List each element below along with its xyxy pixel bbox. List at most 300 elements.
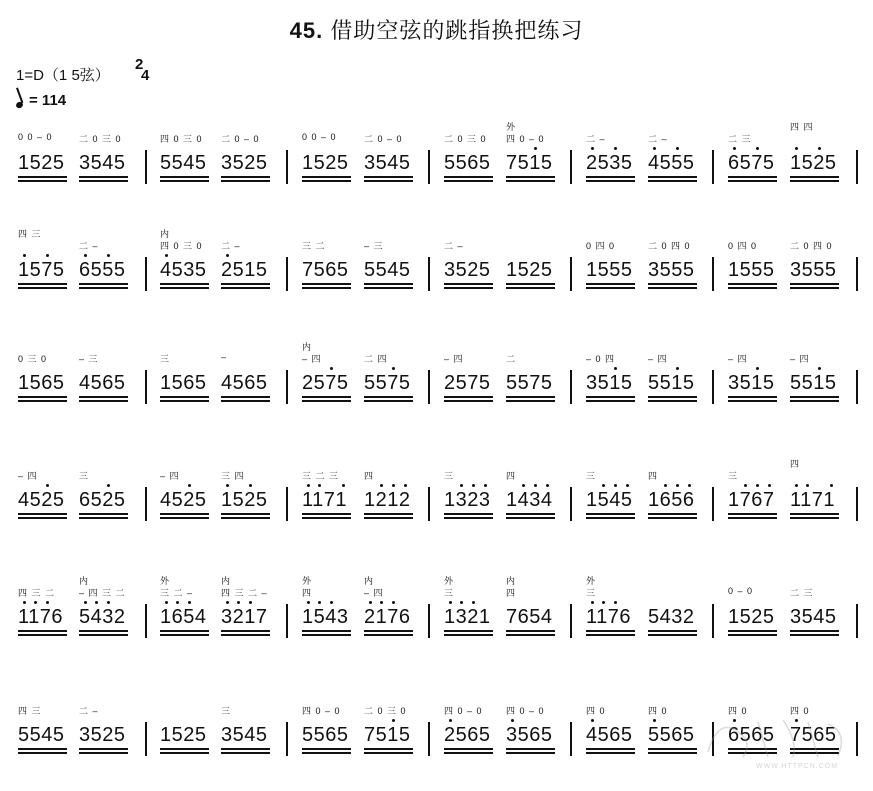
position-mark: 外 — [586, 576, 597, 586]
note-digits: 1525 — [160, 724, 207, 746]
sixteenth-underline — [790, 634, 839, 636]
note-group — [790, 572, 846, 652]
key-signature: 1=D（1 5弦） — [16, 67, 110, 84]
sixteenth-underline — [790, 180, 839, 182]
quarter-note-icon — [15, 101, 24, 109]
high-octave-dot — [392, 484, 395, 487]
sixteenth-underline — [506, 287, 555, 289]
eighth-underline — [790, 283, 839, 285]
fingering-mark: 二 0 三 0 — [444, 134, 487, 144]
eighth-underline — [586, 176, 635, 178]
note-digits: 5565 — [648, 724, 695, 746]
sixteenth-underline — [302, 180, 351, 182]
fingering-mark: 四 0 — [790, 706, 810, 716]
note-digits: 5432 — [79, 606, 126, 628]
high-octave-dot — [614, 147, 617, 150]
sixteenth-underline — [79, 180, 128, 182]
note-digits: 1525 — [18, 152, 65, 174]
note-group — [79, 690, 135, 770]
eighth-underline — [790, 630, 839, 632]
note-digits: 1525 — [506, 259, 553, 281]
eighth-underline — [364, 630, 413, 632]
eighth-underline — [221, 283, 270, 285]
barline — [286, 604, 288, 638]
eighth-underline — [18, 283, 67, 285]
fingering-mark: 二 0 – 0 — [221, 134, 260, 144]
high-octave-dot — [676, 484, 679, 487]
note-digits: 5515 — [790, 372, 837, 394]
high-octave-dot — [369, 601, 372, 604]
fingering-mark: – 四 — [790, 354, 810, 364]
high-octave-dot — [460, 601, 463, 604]
high-octave-dot — [653, 719, 656, 722]
position-mark: 内 — [302, 342, 313, 352]
high-octave-dot — [380, 601, 383, 604]
high-octave-dot — [392, 601, 395, 604]
barline — [428, 487, 430, 521]
eighth-underline — [728, 630, 777, 632]
note-digits: 1545 — [586, 489, 633, 511]
high-octave-dot — [676, 147, 679, 150]
high-octave-dot — [249, 484, 252, 487]
barline — [712, 150, 714, 184]
barline — [570, 604, 572, 638]
fingering-mark: 三 二 — [302, 241, 326, 251]
high-octave-dot — [226, 254, 229, 257]
fingering-mark: 四 0 三 0 — [160, 241, 203, 251]
high-octave-dot — [534, 484, 537, 487]
barline — [145, 150, 147, 184]
position-mark: 内 — [221, 576, 232, 586]
position-mark: 外 — [444, 576, 455, 586]
sixteenth-underline — [506, 517, 555, 519]
sixteenth-underline — [18, 180, 67, 182]
fingering-mark: 二 – — [79, 706, 99, 716]
note-digits: 3525 — [79, 724, 126, 746]
fingering-mark: – 三 — [364, 241, 384, 251]
sixteenth-underline — [648, 752, 697, 754]
note-group — [648, 338, 704, 418]
note-digits: 4525 — [160, 489, 207, 511]
position-mark: 内 — [79, 576, 90, 586]
high-octave-dot — [342, 484, 345, 487]
note-group — [790, 338, 846, 418]
high-octave-dot — [818, 367, 821, 370]
eighth-underline — [728, 396, 777, 398]
note-digits: 1212 — [364, 489, 411, 511]
note-group — [302, 338, 358, 418]
sixteenth-underline — [444, 180, 493, 182]
high-octave-dot — [756, 484, 759, 487]
high-octave-dot — [249, 601, 252, 604]
high-octave-dot — [107, 484, 110, 487]
note-group — [79, 455, 135, 535]
high-octave-dot — [546, 484, 549, 487]
sixteenth-underline — [221, 752, 270, 754]
eighth-underline — [79, 513, 128, 515]
sixteenth-underline — [79, 400, 128, 402]
barline — [712, 604, 714, 638]
note-digits: 7565 — [790, 724, 837, 746]
note-digits: 1525 — [221, 489, 268, 511]
eighth-underline — [18, 513, 67, 515]
high-octave-dot — [188, 484, 191, 487]
fingering-mark: 三 — [586, 471, 597, 481]
page-title — [0, 14, 873, 45]
eighth-underline — [221, 630, 270, 632]
note-group — [506, 455, 562, 535]
high-octave-dot — [511, 719, 514, 722]
eighth-underline — [506, 630, 555, 632]
note-digits: 2575 — [444, 372, 491, 394]
eighth-underline — [506, 748, 555, 750]
high-octave-dot — [806, 484, 809, 487]
note-group — [586, 455, 642, 535]
eighth-underline — [444, 283, 493, 285]
note-group — [221, 338, 277, 418]
high-octave-dot — [522, 484, 525, 487]
note-digits: 4525 — [18, 489, 65, 511]
note-group — [18, 225, 74, 305]
high-octave-dot — [318, 484, 321, 487]
sixteenth-underline — [364, 287, 413, 289]
high-octave-dot — [188, 601, 191, 604]
note-digits: 5565 — [444, 152, 491, 174]
note-digits: 4555 — [648, 152, 695, 174]
note-digits: 3515 — [586, 372, 633, 394]
note-group — [506, 338, 562, 418]
fingering-mark: 0 四 0 — [586, 241, 616, 251]
position-mark: 外 — [302, 576, 313, 586]
eighth-underline — [444, 748, 493, 750]
fingering-mark: 三 — [586, 588, 597, 598]
note-digits: 3565 — [506, 724, 553, 746]
fingering-mark: – 四 — [160, 471, 180, 481]
time-signature-top: 2 — [135, 56, 144, 73]
eighth-underline — [728, 513, 777, 515]
eighth-underline — [506, 176, 555, 178]
note-group — [160, 338, 216, 418]
note-group — [221, 572, 277, 652]
sixteenth-underline — [728, 517, 777, 519]
sixteenth-underline — [160, 517, 209, 519]
fingering-mark: 四 0 – 0 — [444, 706, 483, 716]
barline — [286, 370, 288, 404]
barline — [856, 604, 858, 638]
eighth-underline — [79, 176, 128, 178]
sixteenth-underline — [586, 180, 635, 182]
note-digits: 6575 — [728, 152, 775, 174]
note-digits: 1555 — [728, 259, 775, 281]
note-group — [790, 225, 846, 305]
note-digits: 1323 — [444, 489, 491, 511]
barline — [856, 487, 858, 521]
note-group — [790, 455, 846, 535]
fingering-mark: 三 — [444, 471, 455, 481]
sixteenth-underline — [506, 752, 555, 754]
note-digits: 1171 — [302, 489, 348, 511]
note-digits: 4565 — [221, 372, 268, 394]
barline — [856, 370, 858, 404]
note-group — [160, 572, 216, 652]
note-group — [728, 455, 784, 535]
barline — [712, 487, 714, 521]
note-digits: 5575 — [506, 372, 553, 394]
exercise-title: 借助空弦的跳指换把练习 — [330, 18, 584, 43]
high-octave-dot — [307, 484, 310, 487]
note-digits: 1176 — [586, 606, 632, 628]
note-digits: 1525 — [302, 152, 349, 174]
note-group — [302, 572, 358, 652]
eighth-underline — [302, 396, 351, 398]
note-digits: 1654 — [160, 606, 207, 628]
note-digits: 2565 — [444, 724, 491, 746]
note-digits: 5575 — [364, 372, 411, 394]
note-group — [586, 572, 642, 652]
note-group — [18, 572, 74, 652]
eighth-underline — [160, 396, 209, 398]
note-group — [364, 455, 420, 535]
barline — [145, 722, 147, 756]
note-digits: 1321 — [444, 606, 491, 628]
note-group — [364, 338, 420, 418]
note-group — [302, 455, 358, 535]
sixteenth-underline — [18, 400, 67, 402]
sixteenth-underline — [648, 287, 697, 289]
eighth-underline — [79, 630, 128, 632]
high-octave-dot — [688, 484, 691, 487]
score-row — [0, 118, 873, 198]
high-octave-dot — [46, 254, 49, 257]
note-digits: 6565 — [728, 724, 775, 746]
fingering-mark: 三 — [79, 471, 90, 481]
note-group — [302, 690, 358, 770]
note-digits: 5545 — [160, 152, 207, 174]
position-mark: 四 — [790, 459, 801, 469]
high-octave-dot — [676, 367, 679, 370]
fingering-mark: 二 — [506, 354, 517, 364]
fingering-mark: 四 0 – 0 — [506, 706, 545, 716]
high-octave-dot — [602, 484, 605, 487]
high-octave-dot — [84, 254, 87, 257]
eighth-underline — [444, 513, 493, 515]
eighth-underline — [302, 630, 351, 632]
watermark — [698, 712, 858, 772]
note-group — [18, 690, 74, 770]
high-octave-dot — [591, 147, 594, 150]
high-octave-dot — [107, 601, 110, 604]
sixteenth-underline — [586, 517, 635, 519]
position-mark: 外 — [160, 576, 171, 586]
note-group — [648, 690, 704, 770]
fingering-mark: 0 0 – 0 — [302, 132, 337, 142]
note-digits: 3217 — [221, 606, 268, 628]
sixteenth-underline — [364, 180, 413, 182]
fingering-mark: 二 – — [221, 241, 241, 251]
high-octave-dot — [664, 484, 667, 487]
note-group — [79, 572, 135, 652]
note-digits: 1434 — [506, 489, 553, 511]
score-row — [0, 455, 873, 535]
note-digits: 4565 — [79, 372, 126, 394]
note-group — [506, 572, 562, 652]
high-octave-dot — [472, 484, 475, 487]
note-digits: 3515 — [728, 372, 775, 394]
sixteenth-underline — [506, 634, 555, 636]
eighth-underline — [302, 176, 351, 178]
barline — [428, 150, 430, 184]
high-octave-dot — [46, 601, 49, 604]
eighth-underline — [586, 396, 635, 398]
sixteenth-underline — [221, 400, 270, 402]
note-digits: 1525 — [728, 606, 775, 628]
eighth-underline — [302, 748, 351, 750]
sixteenth-underline — [444, 517, 493, 519]
fingering-mark: – 四 — [18, 471, 38, 481]
note-digits: 6525 — [79, 489, 126, 511]
fingering-mark: 二 0 四 0 — [790, 241, 833, 251]
barline — [712, 257, 714, 291]
note-group — [728, 338, 784, 418]
sixteenth-underline — [444, 634, 493, 636]
note-digits: 7515 — [364, 724, 411, 746]
eighth-underline — [648, 513, 697, 515]
high-octave-dot — [392, 719, 395, 722]
time-signature — [135, 56, 150, 87]
high-octave-dot — [653, 147, 656, 150]
sixteenth-underline — [364, 400, 413, 402]
eighth-underline — [790, 396, 839, 398]
sixteenth-underline — [364, 634, 413, 636]
eighth-underline — [18, 630, 67, 632]
high-octave-dot — [818, 147, 821, 150]
note-group — [160, 118, 216, 198]
barline — [570, 487, 572, 521]
fingering-mark: 三 — [728, 471, 739, 481]
eighth-underline — [586, 513, 635, 515]
note-group — [728, 225, 784, 305]
sixteenth-underline — [586, 287, 635, 289]
fingering-mark: 0 四 0 — [728, 241, 758, 251]
barline — [712, 370, 714, 404]
note-group — [79, 118, 135, 198]
fingering-mark: 二 0 三 0 — [364, 706, 407, 716]
high-octave-dot — [107, 254, 110, 257]
eighth-underline — [506, 396, 555, 398]
sixteenth-underline — [18, 517, 67, 519]
note-digits: 7565 — [302, 259, 349, 281]
note-group — [586, 338, 642, 418]
high-octave-dot — [404, 484, 407, 487]
sixteenth-underline — [444, 287, 493, 289]
high-octave-dot — [165, 254, 168, 257]
sixteenth-underline — [221, 634, 270, 636]
exercise-number: 45. — [289, 18, 324, 43]
fingering-mark: 四 三 — [18, 706, 42, 716]
sixteenth-underline — [302, 400, 351, 402]
fingering-mark: 三 二 – — [160, 588, 194, 598]
eighth-underline — [728, 176, 777, 178]
eighth-underline — [648, 748, 697, 750]
barline — [428, 604, 430, 638]
note-group — [586, 225, 642, 305]
note-group — [160, 690, 216, 770]
barline — [428, 370, 430, 404]
fingering-mark: 四 — [302, 588, 313, 598]
note-group — [586, 690, 642, 770]
note-group — [648, 572, 704, 652]
fingering-mark: – 四 — [302, 354, 322, 364]
position-mark: 外 — [506, 122, 517, 132]
note-digits: 2515 — [221, 259, 268, 281]
fingering-mark: 四 — [506, 588, 517, 598]
note-digits: 5515 — [648, 372, 695, 394]
eighth-underline — [648, 283, 697, 285]
watermark-logo-icon — [698, 712, 858, 762]
eighth-underline — [302, 283, 351, 285]
fingering-mark: 三 — [444, 588, 455, 598]
note-group — [79, 338, 135, 418]
note-group — [160, 225, 216, 305]
position-mark: 四 三 — [18, 229, 42, 239]
sixteenth-underline — [160, 634, 209, 636]
high-octave-dot — [602, 601, 605, 604]
note-group — [728, 118, 784, 198]
note-digits: 5545 — [364, 259, 411, 281]
eighth-underline — [79, 748, 128, 750]
high-octave-dot — [626, 484, 629, 487]
eighth-underline — [160, 176, 209, 178]
sixteenth-underline — [302, 287, 351, 289]
high-octave-dot — [460, 484, 463, 487]
eighth-underline — [221, 176, 270, 178]
fingering-mark: – — [221, 352, 228, 362]
fingering-mark: 二 0 四 0 — [648, 241, 691, 251]
high-octave-dot — [614, 601, 617, 604]
note-digits: 3545 — [790, 606, 837, 628]
note-group — [648, 118, 704, 198]
fingering-mark: 四 三 二 – — [221, 588, 268, 598]
note-group — [364, 118, 420, 198]
eighth-underline — [18, 176, 67, 178]
eighth-underline — [221, 748, 270, 750]
high-octave-dot — [165, 601, 168, 604]
eighth-underline — [364, 283, 413, 285]
fingering-mark: 四 0 – 0 — [506, 134, 545, 144]
fingering-mark: – 四 — [728, 354, 748, 364]
score-row — [0, 338, 873, 418]
fingering-mark: 四 0 三 0 — [160, 134, 203, 144]
note-digits: 1565 — [18, 372, 65, 394]
barline — [286, 487, 288, 521]
fingering-mark: 二 三 — [728, 134, 752, 144]
eighth-underline — [160, 513, 209, 515]
sixteenth-underline — [648, 517, 697, 519]
tempo-marking — [16, 92, 66, 109]
sixteenth-underline — [586, 400, 635, 402]
eighth-underline — [364, 396, 413, 398]
barline — [145, 604, 147, 638]
sixteenth-underline — [444, 752, 493, 754]
note-group — [18, 455, 74, 535]
note-group — [506, 225, 562, 305]
watermark-text: WWW.HTTPCN.COM — [756, 763, 839, 770]
fingering-mark: 三 二 三 — [302, 471, 340, 481]
fingering-mark: – 三 — [79, 354, 99, 364]
note-digits: 1656 — [648, 489, 695, 511]
sixteenth-underline — [364, 517, 413, 519]
sixteenth-underline — [160, 752, 209, 754]
